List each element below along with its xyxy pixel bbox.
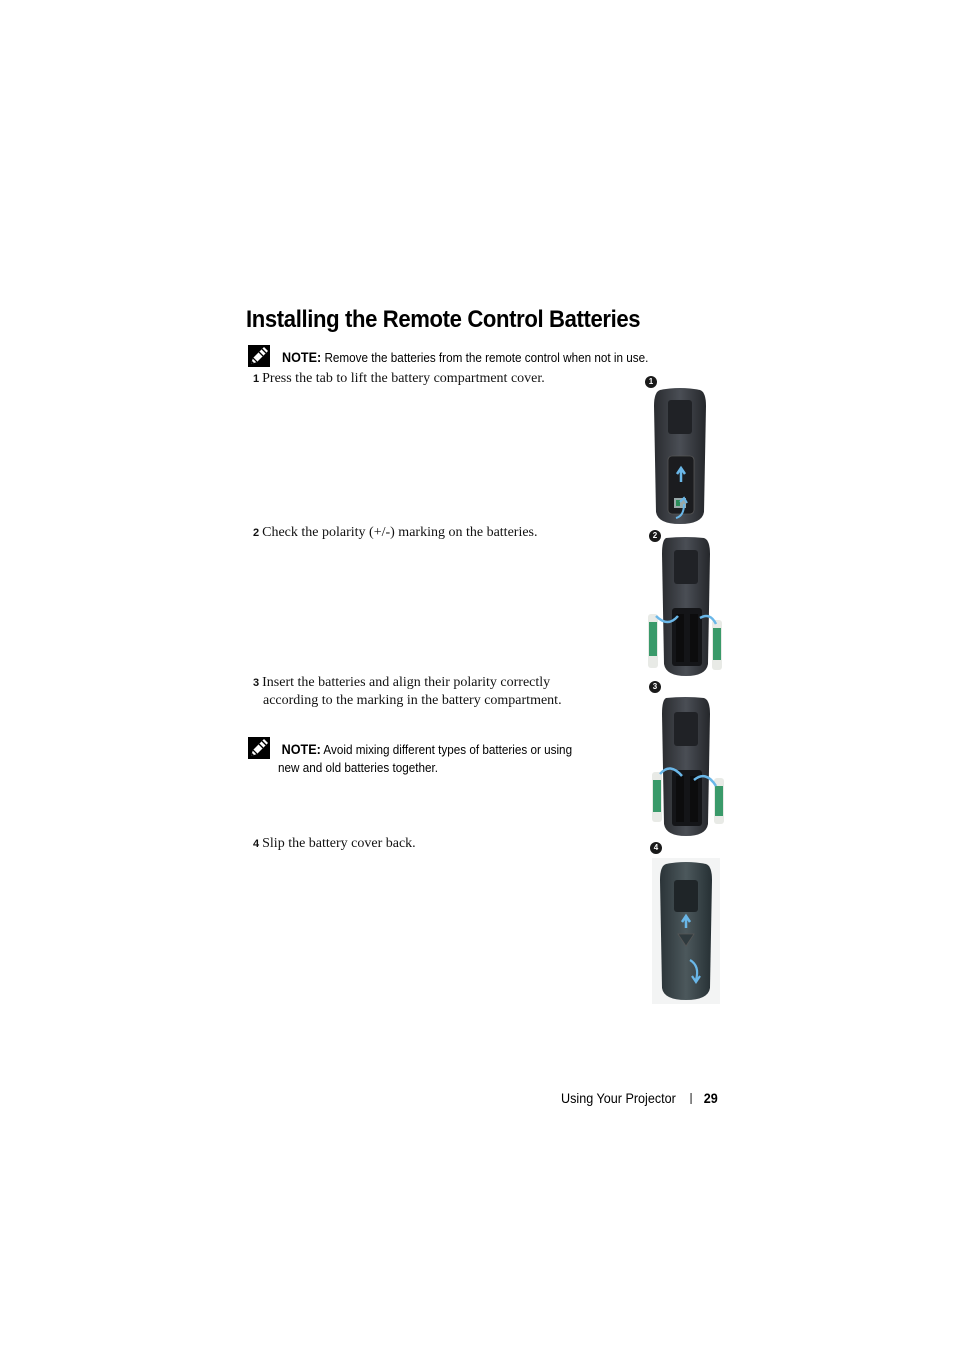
- page-number: 29: [703, 1090, 718, 1106]
- footer-section: Using Your Projector: [561, 1090, 676, 1106]
- figure-badge-3: 3: [649, 681, 661, 693]
- step-text: Slip the battery cover back.: [262, 836, 416, 851]
- note-text-line1: Avoid mixing different types of batteries or using: [323, 742, 573, 757]
- remote-cover-lift-image: [650, 386, 710, 526]
- figure-badge-2: 2: [649, 530, 661, 542]
- note-pencil-icon: [248, 345, 270, 367]
- step-number: 2: [253, 527, 260, 539]
- footer-separator: [690, 1093, 691, 1104]
- remote-batteries-insert-image: [640, 696, 738, 840]
- page-footer: [561, 1090, 718, 1106]
- step-text: Press the tab to lift the battery compartment cover.: [262, 371, 545, 386]
- step-3: [253, 674, 562, 709]
- figure-badge-1: 1: [645, 376, 657, 388]
- step-text: Check the polarity (+/-) marking on the batteries.: [262, 525, 538, 540]
- step-text-line1: Insert the batteries and align their polarity correctly: [262, 675, 551, 690]
- step-number: 3: [253, 677, 260, 689]
- step-text-line2: according to the marking in the battery compartment.: [263, 693, 562, 708]
- step-4: [253, 835, 416, 853]
- figure-badge-4: 4: [650, 842, 662, 854]
- step-number: 1: [253, 373, 260, 385]
- step-number: 4: [253, 838, 260, 850]
- note-text-line2: new and old batteries together.: [278, 760, 439, 775]
- note-label: NOTE:: [281, 741, 321, 757]
- step-1: [253, 370, 545, 388]
- step-2: [253, 524, 538, 542]
- page-title: Installing the Remote Control Batteries: [246, 306, 641, 333]
- note-remove-batteries: [282, 348, 648, 367]
- note-mixing-batteries: [278, 740, 572, 777]
- note-text: Remove the batteries from the remote control when not in use.: [324, 350, 649, 365]
- remote-cover-closed-image: [652, 858, 720, 1004]
- note-pencil-icon: [248, 737, 270, 759]
- note-label: NOTE:: [282, 349, 322, 365]
- remote-batteries-out-image: [640, 536, 738, 678]
